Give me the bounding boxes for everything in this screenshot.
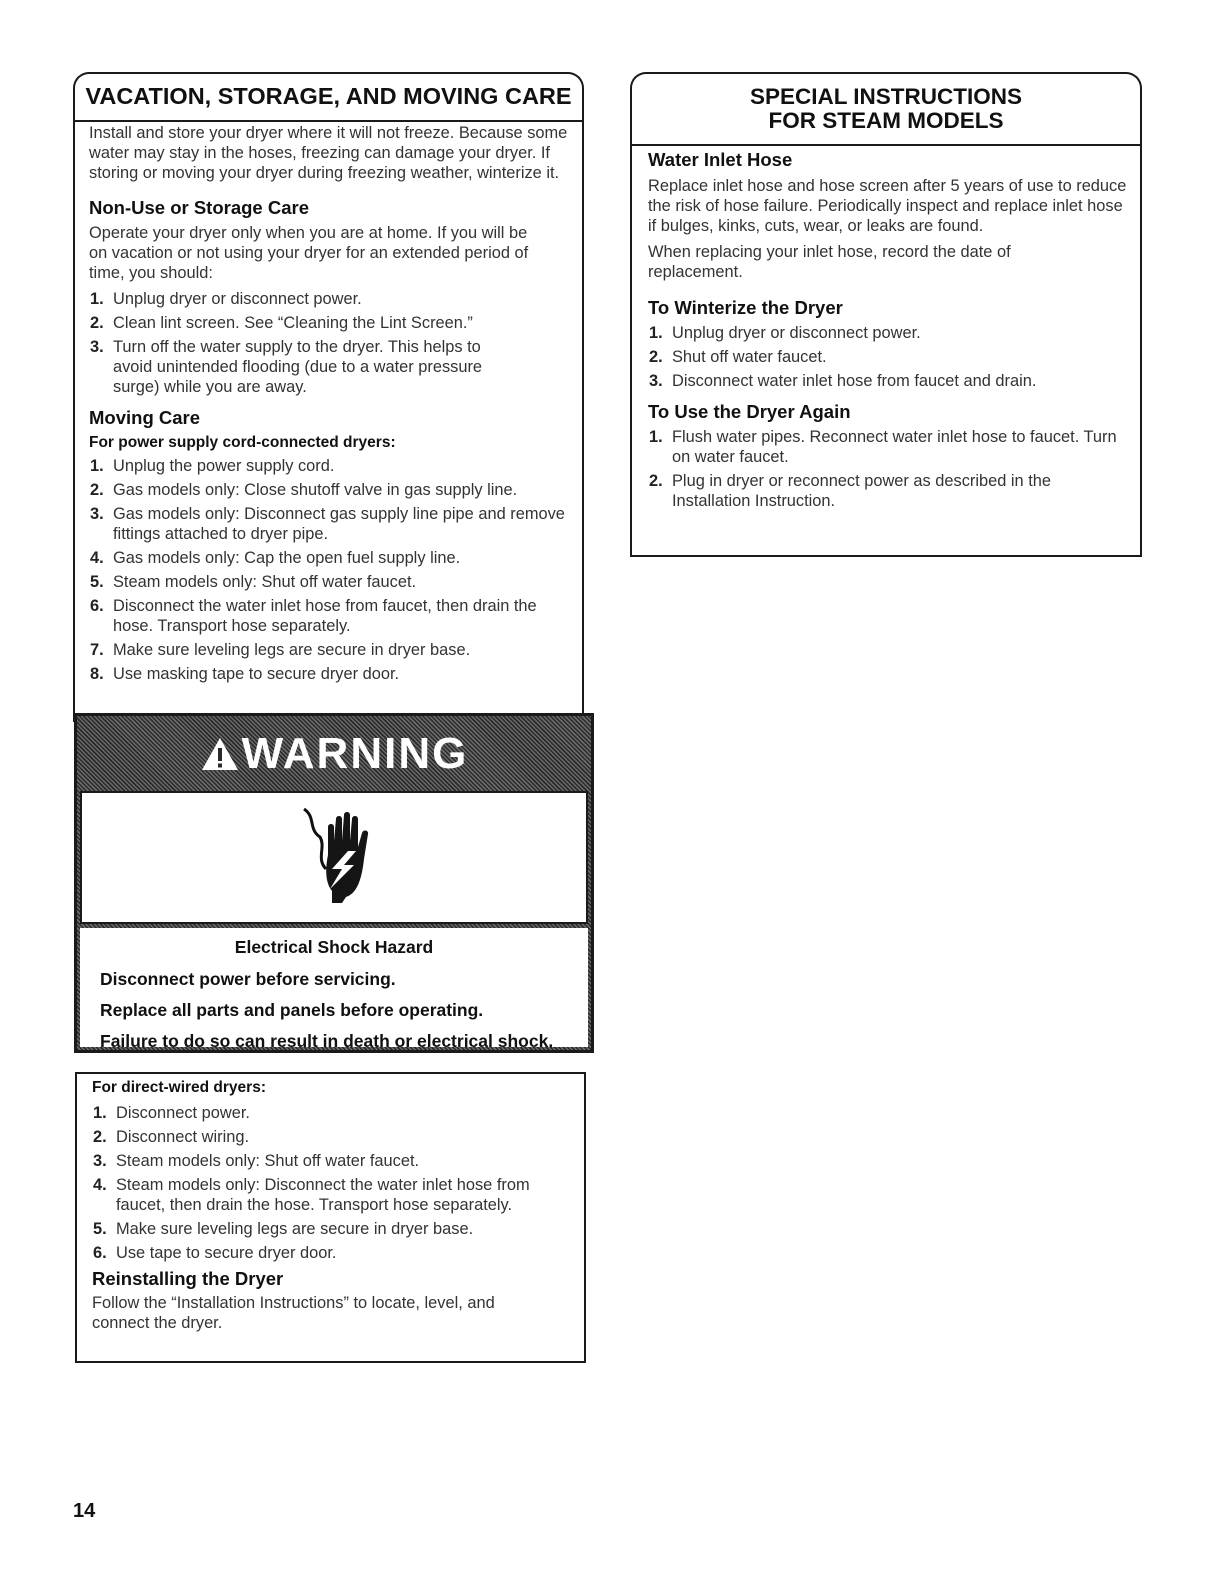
step-number: 1. bbox=[90, 457, 104, 475]
nonuse-steps bbox=[89, 289, 573, 397]
list-item bbox=[89, 480, 573, 500]
list-item bbox=[89, 337, 573, 397]
list-item bbox=[89, 572, 573, 592]
step-text: Flush water pipes. Reconnect water inlet hose to faucet. Turn on water faucet. bbox=[672, 428, 1117, 466]
step-text: Make sure leveling legs are secure in dryer base. bbox=[116, 1220, 474, 1238]
list-item bbox=[89, 596, 573, 636]
winterize-steps bbox=[648, 323, 1132, 391]
step-text: Turn off the water supply to the dryer. This helps to avoid unintended flooding (due to a water pressure surge) while you are away. bbox=[113, 338, 483, 396]
list-item bbox=[92, 1243, 576, 1263]
step-text: Make sure leveling legs are secure in dryer base. bbox=[113, 641, 471, 659]
step-text: Gas models only: Cap the open fuel supply line. bbox=[113, 549, 461, 567]
warning-box bbox=[74, 713, 594, 1053]
step-text: Steam models only: Shut off water faucet. bbox=[113, 573, 417, 591]
step-text: Disconnect water inlet hose from faucet and drain. bbox=[672, 372, 1037, 390]
direct-wired-section bbox=[75, 1072, 586, 1363]
step-text: Disconnect the water inlet hose from faucet, then drain the hose. Transport hose separately. bbox=[113, 597, 537, 635]
step-number: 3. bbox=[90, 338, 104, 356]
step-text: Steam models only: Disconnect the water inlet hose from faucet, then drain the hose. Transport hose separately. bbox=[116, 1176, 530, 1214]
steam-title-line-2: FOR STEAM MODELS bbox=[768, 108, 1004, 133]
step-text: Use masking tape to secure dryer door. bbox=[113, 665, 400, 683]
winterize-heading: To Winterize the Dryer bbox=[648, 297, 843, 318]
reinstall-text: Follow the “Installation Instructions” to locate, level, and connect the dryer. bbox=[92, 1294, 495, 1332]
step-number: 3. bbox=[90, 505, 104, 523]
list-item bbox=[89, 664, 573, 684]
warning-label: WARNING bbox=[241, 728, 469, 778]
warning-icon-panel bbox=[80, 791, 588, 924]
inlet-text-2: When replacing your inlet hose, record the date of replacement. bbox=[648, 243, 1011, 281]
step-number: 3. bbox=[649, 372, 663, 390]
list-item bbox=[89, 504, 573, 544]
step-text: Unplug the power supply cord. bbox=[113, 457, 335, 475]
step-text: Unplug dryer or disconnect power. bbox=[672, 324, 921, 342]
warning-triangle-icon bbox=[200, 736, 240, 772]
step-number: 5. bbox=[93, 1220, 107, 1238]
nonuse-heading: Non-Use or Storage Care bbox=[89, 197, 309, 218]
step-number: 7. bbox=[90, 641, 104, 659]
direct-steps bbox=[92, 1103, 576, 1263]
steam-section bbox=[630, 144, 1142, 557]
step-text: Disconnect wiring. bbox=[116, 1128, 249, 1146]
direct-subheading: For direct-wired dryers: bbox=[92, 1079, 266, 1096]
list-item bbox=[92, 1175, 576, 1215]
step-number: 2. bbox=[93, 1128, 107, 1146]
list-item bbox=[89, 289, 573, 309]
moving-heading: Moving Care bbox=[89, 407, 201, 428]
step-number: 8. bbox=[90, 665, 104, 683]
step-number: 4. bbox=[90, 549, 104, 567]
list-item bbox=[89, 456, 573, 476]
step-text: Disconnect power. bbox=[116, 1104, 250, 1122]
step-text: Shut off water faucet. bbox=[672, 348, 827, 366]
step-number: 2. bbox=[90, 481, 104, 499]
step-number: 2. bbox=[649, 348, 663, 366]
vacation-title: VACATION, STORAGE, AND MOVING CARE bbox=[85, 83, 572, 109]
step-number: 6. bbox=[93, 1244, 107, 1262]
moving-subheading: For power supply cord-connected dryers: bbox=[89, 434, 396, 451]
warning-banner bbox=[77, 716, 591, 791]
step-number: 2. bbox=[649, 472, 663, 490]
again-steps bbox=[648, 427, 1132, 511]
vacation-section bbox=[73, 120, 584, 722]
step-text: Use tape to secure dryer door. bbox=[116, 1244, 337, 1262]
list-item bbox=[648, 427, 1132, 467]
moving-steps bbox=[89, 456, 573, 684]
list-item bbox=[648, 347, 1132, 367]
list-item bbox=[648, 471, 1132, 511]
step-text: Gas models only: Disconnect gas supply line pipe and remove fittings attached to dryer pipe. bbox=[113, 505, 565, 543]
step-number: 2. bbox=[90, 314, 104, 332]
warning-line-2: Replace all parts and panels before operating. bbox=[100, 1000, 484, 1020]
step-text: Plug in dryer or reconnect power as described in the Installation Instruction. bbox=[672, 472, 1052, 510]
list-item bbox=[89, 313, 573, 333]
step-text: Clean lint screen. See “Cleaning the Lint Screen.” bbox=[113, 314, 473, 332]
step-text: Gas models only: Close shutoff valve in gas supply line. bbox=[113, 481, 518, 499]
warning-line-1: Disconnect power before servicing. bbox=[100, 969, 396, 989]
reinstall-heading: Reinstalling the Dryer bbox=[92, 1268, 284, 1289]
again-heading: To Use the Dryer Again bbox=[648, 401, 851, 422]
nonuse-text: Operate your dryer only when you are at home. If you will be on vacation or not using your dryer for an extended period of time, you should: bbox=[89, 224, 529, 282]
step-number: 6. bbox=[90, 597, 104, 615]
steam-title-line-1: SPECIAL INSTRUCTIONS bbox=[749, 84, 1023, 109]
step-number: 4. bbox=[93, 1176, 107, 1194]
step-text: Steam models only: Shut off water faucet. bbox=[116, 1152, 420, 1170]
list-item bbox=[89, 640, 573, 660]
step-number: 1. bbox=[90, 290, 104, 308]
vacation-intro: Install and store your dryer where it will not freeze. Because some water may stay in the hoses, freezing can damage your dryer. If storing or moving your dryer during freezing weather, winterize it. bbox=[89, 124, 568, 182]
page-number: 14 bbox=[73, 1500, 96, 1522]
step-number: 3. bbox=[93, 1152, 107, 1170]
inlet-text-1: Replace inlet hose and hose screen after 5 years of use to reduce the risk of hose failure. Periodically inspect and replace inlet hose if bulges, kinks, cuts, wear, or leaks are found. bbox=[648, 177, 1127, 235]
step-number: 1. bbox=[649, 324, 663, 342]
list-item bbox=[92, 1219, 576, 1239]
step-number: 5. bbox=[90, 573, 104, 591]
list-item bbox=[89, 548, 573, 568]
step-number: 1. bbox=[649, 428, 663, 446]
list-item bbox=[92, 1151, 576, 1171]
step-text: Unplug dryer or disconnect power. bbox=[113, 290, 362, 308]
warning-line-3: Failure to do so can result in death or electrical shock. bbox=[100, 1031, 554, 1051]
list-item bbox=[92, 1103, 576, 1123]
step-number: 1. bbox=[93, 1104, 107, 1122]
list-item bbox=[648, 371, 1132, 391]
warning-text-panel bbox=[80, 928, 588, 1051]
list-item bbox=[92, 1127, 576, 1147]
inlet-heading: Water Inlet Hose bbox=[648, 149, 793, 170]
electrical-shock-icon bbox=[302, 807, 382, 907]
list-item bbox=[648, 323, 1132, 343]
hazard-title: Electrical Shock Hazard bbox=[234, 937, 434, 957]
